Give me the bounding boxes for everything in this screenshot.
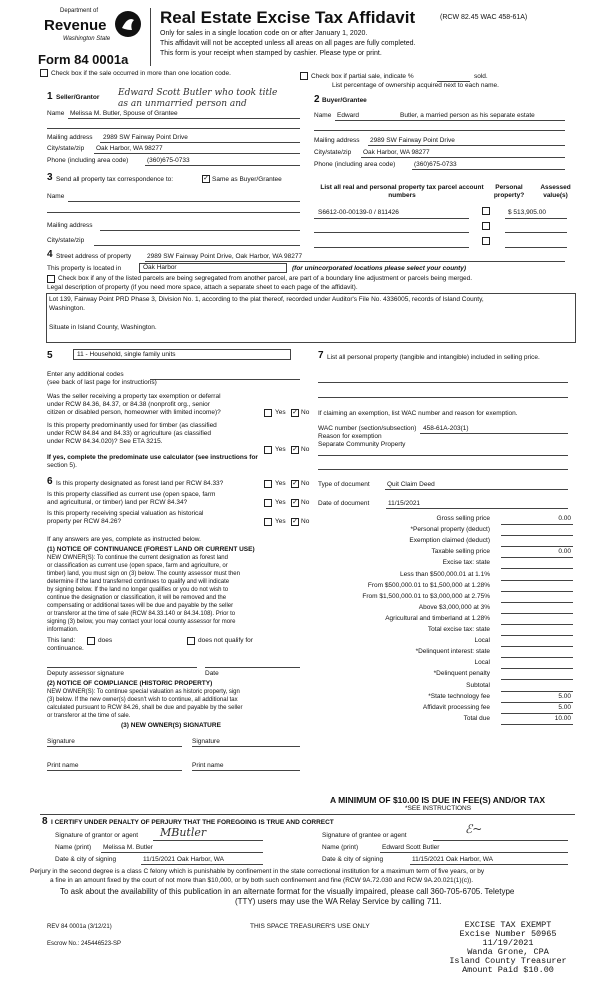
rev-number: REV 84 0001a (3/12/21) <box>47 924 112 930</box>
alt-format-line-1: To ask about the availability of this publication in an alternate format for the visually impaired, please call 360-705-6705. Teletype <box>60 887 515 896</box>
sold-label: sold. <box>474 73 488 80</box>
assessed-col-header: Assessed value(s) <box>540 184 571 199</box>
notice-1-line-9: signing (3) below, you may contact your local county assessor for more <box>47 619 236 625</box>
treasurer-stamp <box>448 921 568 975</box>
treasurer-space-note: THIS SPACE TREASURER'S USE ONLY <box>250 923 370 930</box>
located-note: (for unincorporated locations please select your county) <box>292 265 467 272</box>
parcel-number[interactable]: S6612-00-00139-0 / 811426 <box>318 209 399 216</box>
s6-q3-yes-checkbox[interactable] <box>264 518 272 526</box>
s8-number: 8 <box>42 816 48 827</box>
buyer-city[interactable]: Oak Harbor, WA 98277 <box>363 149 430 156</box>
s4-number: 4 <box>47 249 53 260</box>
tax-row-label: Affidavit processing fee <box>422 703 490 711</box>
same-as-buyer-label: Same as Buyer/Grantee <box>212 176 282 183</box>
tax-row-value[interactable]: 5.00 <box>558 703 571 711</box>
stamp-line-1: EXCISE TAX EXEMPT <box>464 920 552 930</box>
legal-line-3: Situate in Island County, Washington. <box>49 324 157 331</box>
s3-name-label: Name <box>47 193 65 200</box>
partial-sale-label: Check box if partial sale, indicate % <box>311 73 414 80</box>
tax-row-label: Above $3,000,000 at 3% <box>418 603 490 611</box>
seller-city[interactable]: Oak Harbor, WA 98277 <box>96 145 163 152</box>
grantor-name[interactable]: Melissa M. Butler <box>103 844 153 851</box>
tax-row-label: Excise tax: state <box>442 559 490 567</box>
grantee-name[interactable]: Edward Scott Butler <box>382 844 440 851</box>
s2-city-label: City/state/zip <box>314 149 352 156</box>
s2-number: 2 <box>314 94 320 105</box>
s1-city-label: City/state/zip <box>47 145 85 152</box>
tax-row-value[interactable]: 0.00 <box>558 515 571 522</box>
s5-q2-line2: under RCW 84.84 and 84.33) or agriculture (as classified <box>47 430 212 437</box>
personal-property-checkbox-3[interactable] <box>482 237 490 245</box>
notice-2-line-1: NEW OWNER(S): To continue special valuation as historic property, sign <box>47 689 240 695</box>
personal-col-header: Personal property? <box>493 184 525 199</box>
s7-number: 7 <box>318 350 324 361</box>
legal-description-box[interactable] <box>46 293 576 343</box>
header-note-1: Only for sales in a single location code on or after January 1, 2020. <box>160 30 368 37</box>
s6-q2-line1: Is this property classified as current use (open space, farm <box>47 491 216 498</box>
stamp-line-4: Wanda Grone, CPA <box>467 947 549 957</box>
tax-table <box>318 514 578 776</box>
notice-1-line-2: or classification as current use (open space, farm and agriculture, or <box>47 563 228 569</box>
alt-format-line-2: (TTY) users may use the WA Relay Service by calling 711. <box>235 897 442 906</box>
s5-q2-yes-label: Yes <box>275 446 286 453</box>
header-note-2: This affidavit will not be accepted unless all areas on all pages are fully completed. <box>160 40 416 47</box>
tax-row-label: Subtotal <box>466 681 490 689</box>
s2-phone-label: Phone (including area code) <box>314 161 396 168</box>
deputy-date-label: Date <box>205 670 219 677</box>
s1-phone-label: Phone (including area code) <box>47 157 129 164</box>
notice-2-line-2: (3) below. If the new owner(s) doesn't wish to continue, all additional tax <box>47 697 238 703</box>
s5-q1-no-checkbox[interactable]: ✓ <box>292 409 298 416</box>
use-code-select[interactable]: 11 - Household, single family units <box>73 349 291 360</box>
page-title: Real Estate Excise Tax Affidavit <box>160 8 416 27</box>
notice-1-line-5: by signing below. If the land no longer qualifies or you do not wish to <box>47 587 229 593</box>
escrow-number: Escrow No.: 245446523-SP <box>47 941 122 947</box>
perjury-line-2: a fine in an amount fixed by the court of not more than $10,000, or by both such confinement and fine (RCW 9A.72.030 and RCW 9A.20.021(1)(c)). <box>50 877 474 884</box>
tax-row-label: Local <box>474 659 490 667</box>
legal-line-1: Lot 139, Fairway Point PRD Phase 3, Division No. 1, according to the plat thereof, recorded under Auditor's File No. 4336005, records of Island County, <box>49 296 484 303</box>
s6-q3-no-checkbox[interactable]: ✓ <box>292 518 298 525</box>
s6-q3-line1: Is this property receiving special valuation as historical <box>47 510 204 517</box>
stamp-line-5: Island County Treasurer <box>449 956 567 966</box>
segregated-checkbox[interactable] <box>47 275 55 283</box>
multi-location-label: Check box if the sale occurred in more than one location code. <box>51 70 231 77</box>
s1-name-label: Name <box>47 110 65 117</box>
s6-q2-yes-label: Yes <box>275 499 286 506</box>
notice-1-line-8: or transferor at the time of sale (RCW 84.33.140 or 84.34.108). Prior to <box>47 611 236 617</box>
s5-q1-yes-label: Yes <box>275 409 286 416</box>
buyer-first-name[interactable]: Edward <box>337 112 360 119</box>
owner-print-label-1: Print name <box>47 762 79 769</box>
exemption-reason[interactable]: Separate Community Property <box>318 441 406 448</box>
stamp-line-3: 11/19/2021 <box>482 938 534 948</box>
s6-q1-yes-label: Yes <box>275 480 286 487</box>
s6-q2-no-checkbox[interactable]: ✓ <box>292 499 298 506</box>
notice-2-line-4: or transferor at the time of sale. <box>47 713 131 719</box>
this-land-label: This land: <box>47 637 76 644</box>
grantee-date-label: Date & city of signing <box>322 856 384 863</box>
s6-q3-yes-label: Yes <box>275 518 286 525</box>
s3-label: Send all property tax correspondence to: <box>56 176 174 183</box>
notice-2-title: (2) NOTICE OF COMPLIANCE (HISTORIC PROPERTY) <box>47 680 213 687</box>
notice-1-title: (1) NOTICE OF CONTINUANCE (FOREST LAND OR CURRENT USE) <box>47 546 255 553</box>
seller-handwritten: Edward Scott Butler who took title <box>118 88 278 98</box>
tax-row-label: Total due <box>463 714 490 722</box>
notice-2-line-3: calculated pursuant to RCW 84.26, shall be due and payable by the seller <box>47 705 243 711</box>
addl-codes-label: Enter any additional codes <box>47 371 124 378</box>
parcel-col-header: List all real and personal property tax parcel account numbers <box>320 184 484 199</box>
notice-1-line-4: determine if the land transferred continues to qualify and will indicate <box>47 579 230 585</box>
does-not-label: does not qualify for <box>198 637 253 644</box>
grantee-sig-label: Signature of grantee or agent <box>322 832 407 839</box>
doc-type[interactable]: Quit Claim Deed <box>387 481 435 488</box>
s5-q1-line3: citizen or disabled person, homeowner with limited income)? <box>47 409 221 416</box>
personal-property-checkbox-2[interactable] <box>482 222 490 230</box>
seller-name[interactable]: Melissa M. Butler, Spouse of Grantee <box>70 110 178 117</box>
owner-signature-label-1: Signature <box>47 738 75 745</box>
seller-phone[interactable]: (360)675-0733 <box>147 157 190 164</box>
segregated-label: Check box if any of the listed parcels are being segregated from another parcel, are part of a boundary line adjustment or parcels being merged. <box>58 275 473 282</box>
s2-name-label: Name <box>314 112 332 119</box>
s5-q2-line4: If yes, complete the predominate use calculator (see instructions for <box>47 454 258 461</box>
location-select[interactable]: Oak Harbor <box>139 263 287 273</box>
s5-q1-line2: under RCW 84.36, 84.37, or 84.38 (nonprofit org., senior <box>47 401 210 408</box>
doc-date-label: Date of document <box>318 500 370 507</box>
s6-q1: Is this property designated as forest land per RCW 84.33? <box>56 480 224 487</box>
stamp-line-6: Amount Paid $10.00 <box>462 965 554 975</box>
notice-3-title: (3) NEW OWNER(S) SIGNATURE <box>121 722 221 729</box>
grantee-date-city[interactable]: 11/15/2021 Oak Harbor, WA <box>412 856 493 863</box>
deputy-signature-label: Deputy assessor signature <box>47 670 124 677</box>
legal-label: Legal description of property (if you need more space, attach a separate sheet to each page of the affidavit). <box>47 284 358 291</box>
multi-location-checkbox[interactable] <box>40 69 48 77</box>
tax-row-label: Taxable selling price <box>431 548 490 556</box>
notice-1-line-1: NEW OWNER(S): To continue the current designation as forest land <box>47 555 228 561</box>
stamp-line-2: Excise Number 50965 <box>459 929 557 939</box>
grantor-date-city[interactable]: 11/15/2021 Oak Harbor, WA <box>143 856 224 863</box>
does-qualify-checkbox[interactable] <box>87 637 95 645</box>
tax-row-label: Local <box>474 637 490 645</box>
owner-print-label-2: Print name <box>192 762 224 769</box>
tax-row-label: *State technology fee <box>428 692 490 700</box>
addl-codes-note: (see back of last page for instructions) <box>47 379 157 386</box>
minimum-due-note: A MINIMUM OF $10.00 IS DUE IN FEE(S) AND/OR TAX <box>330 795 546 805</box>
tax-row-label: *Delinquent penalty <box>433 670 490 678</box>
form-number: Form 84 0001a <box>38 52 129 67</box>
s1-mail-label: Mailing address <box>47 134 93 141</box>
grantor-sig-label: Signature of grantor or agent <box>55 832 139 839</box>
s6-q1-no-label: No <box>301 480 310 487</box>
s6-q3-line2: property per RCW 84.26? <box>47 518 122 525</box>
s6-q2-no-label: No <box>301 499 310 506</box>
s5-q2-no-checkbox[interactable]: ✓ <box>292 446 298 453</box>
personal-property-checkbox-1[interactable] <box>482 207 490 215</box>
wac-label: WAC number (section/subsection) <box>318 425 417 432</box>
s5-q1-yes-checkbox[interactable] <box>264 409 272 417</box>
s6-q3-no-label: No <box>301 518 310 525</box>
seller-mail[interactable]: 2989 SW Fairway Point Drive <box>103 134 188 141</box>
located-label: This property is located in <box>47 265 122 272</box>
tax-row-label: *Delinquent interest: state <box>415 648 490 656</box>
s1-label: Seller/Grantor <box>56 94 100 101</box>
s3-mail-label: Mailing address <box>47 222 93 229</box>
exemption-claim-label: If claiming an exemption, list WAC number and reason for exemption. <box>318 410 518 417</box>
tax-row-value[interactable]: 10.00 <box>554 714 571 722</box>
s5-q2-line3: under RCW 84.34.020)? See ETA 3215. <box>47 438 163 445</box>
doc-type-label: Type of document <box>318 481 370 488</box>
wac-number[interactable]: 458-61A-203(1) <box>423 425 469 432</box>
s2-label: Buyer/Grantee <box>322 97 367 104</box>
wa-seal-icon <box>114 10 142 38</box>
dor-logo <box>38 8 146 52</box>
continuance-label: continuance. <box>47 645 84 652</box>
s5-q1-no-label: No <box>301 409 310 416</box>
tax-row-label: *Personal property (deduct) <box>410 526 490 534</box>
s5-q2-yes-checkbox[interactable] <box>264 446 272 454</box>
doc-date[interactable]: 11/15/2021 <box>388 500 421 507</box>
notice-1-line-10: information. <box>47 627 79 633</box>
seller-handwritten-2: as an unmarried person and <box>118 99 247 109</box>
s3-city-label: City/state/zip <box>47 237 85 244</box>
see-instructions: *SEE INSTRUCTIONS <box>405 805 472 812</box>
list-percentage-note: List percentage of ownership acquired next to each name. <box>332 82 499 89</box>
s6-q2-line2: and agricultural, or timber) land per RCW 84.34? <box>47 499 188 506</box>
grantee-name-label: Name (print) <box>322 844 359 851</box>
s6-q2-yes-checkbox[interactable] <box>264 499 272 507</box>
same-as-buyer-checkbox[interactable]: ✓ <box>203 175 209 182</box>
property-street[interactable]: 2989 SW Fairway Point Drive, Oak Harbor, WA 98277 <box>147 253 303 260</box>
partial-sale-checkbox[interactable] <box>300 72 308 80</box>
s3-number: 3 <box>47 172 53 183</box>
s5-q2-line5: section 5). <box>47 462 77 469</box>
s5-q1-line1: Was the seller receiving a property tax exemption or deferral <box>47 393 221 400</box>
s1-number: 1 <box>47 91 53 102</box>
buyer-name[interactable]: Butler, a married person as his separate estate <box>400 112 535 119</box>
legal-line-2: Washington. <box>49 305 85 312</box>
perjury-line-1: Perjury in the second degree is a class C felony which is punishable by confinement in the state correctional institution for a maximum term of five years, or by <box>30 868 485 875</box>
s6-number: 6 <box>47 476 53 487</box>
tax-row-value[interactable]: 5.00 <box>558 692 571 700</box>
s5-q2-line1: Is this property predominantly used for timber (as classified <box>47 422 217 429</box>
tax-row-label: From $500,000.01 to $1,500,000 at 1.28% <box>367 581 490 589</box>
street-label: Street address of property <box>56 253 132 260</box>
notice-1-line-3: timber) land, you must sign on (3) below. The county assessor must then <box>47 571 240 577</box>
s6-q1-no-checkbox[interactable]: ✓ <box>292 480 298 487</box>
tax-row-label: From $1,500,000.01 to $3,000,000 at 2.75% <box>362 592 490 600</box>
grantor-date-label: Date & city of signing <box>55 856 117 863</box>
assessed-value[interactable]: $ 513,905.00 <box>508 209 546 216</box>
does-label: does <box>98 637 113 644</box>
grantee-signature[interactable]: ℰ~ <box>465 822 483 836</box>
s7-label: List all personal property (tangible and intangible) included in selling price. <box>327 354 540 361</box>
s6-q1-yes-checkbox[interactable] <box>264 480 272 488</box>
s5-number: 5 <box>47 350 53 361</box>
grantor-signature[interactable]: MButler <box>160 826 207 839</box>
buyer-mail[interactable]: 2989 SW Fairway Point Drive <box>370 137 455 144</box>
tax-row-value[interactable]: 0.00 <box>558 548 571 556</box>
logo-text-1: Department of <box>60 8 99 14</box>
header-note-3: This form is your receipt when stamped by cashier. Please type or print. <box>160 50 382 57</box>
owner-signature-label-2: Signature <box>192 738 220 745</box>
tax-row-label: Less than $500,000.01 at 1.1% <box>400 570 490 578</box>
does-not-qualify-checkbox[interactable] <box>187 637 195 645</box>
notice-1-line-6: continue the designation or classification, it will be removed and the <box>47 595 227 601</box>
rcw-ref: (RCW 82.45 WAC 458-61A) <box>440 14 528 21</box>
s5-q2-no-label: No <box>301 446 310 453</box>
logo-text-2: Revenue <box>44 17 107 34</box>
tax-row-label: Exemption claimed (deduct) <box>409 537 490 545</box>
reason-label: Reason for exemption <box>318 433 382 440</box>
buyer-phone[interactable]: (360)675-0733 <box>414 161 457 168</box>
tax-row-label: Agricultural and timberland at 1.28% <box>385 614 490 622</box>
s2-mail-label: Mailing address <box>314 137 360 144</box>
certify-statement: I CERTIFY UNDER PENALTY OF PERJURY THAT THE FOREGOING IS TRUE AND CORRECT <box>51 819 334 826</box>
tax-row-label: Total excise tax: state <box>427 626 490 633</box>
grantor-name-label: Name (print) <box>55 844 92 851</box>
tax-row-label: Gross selling price <box>436 515 490 522</box>
logo-text-3: Washington State <box>63 36 111 42</box>
notice-1-line-7: compensating or additional taxes will be due and payable by the seller <box>47 603 234 609</box>
s6-if-yes: If any answers are yes, complete as instructed below. <box>47 536 201 543</box>
